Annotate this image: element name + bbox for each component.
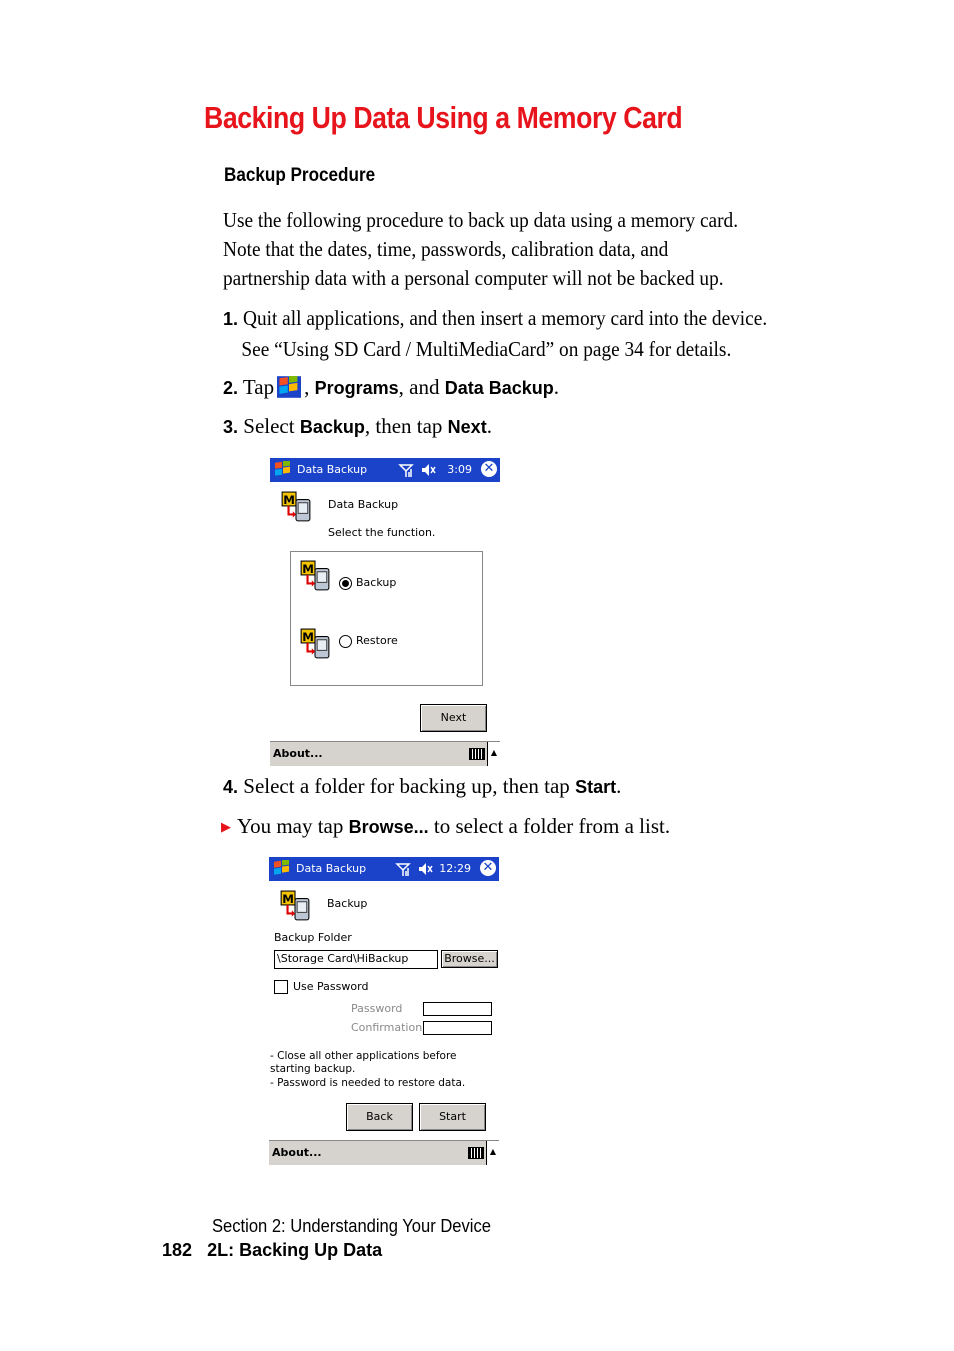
tip-text: to select a folder from a list. [433,814,671,838]
confirmation-input[interactable] [423,1021,492,1035]
data-backup-app-icon [277,890,313,922]
step-text: Select a folder for backing up, then tap [243,774,570,798]
tip [221,811,670,842]
step-number: 4. [223,777,239,797]
backup-icon [297,560,333,592]
step-text: . [486,414,492,438]
step-number: 2. [223,378,239,398]
screen-heading: Backup [327,897,368,910]
window-title: Data Backup [296,862,367,875]
chapter-title: 2L: Backing Up Data [207,1240,383,1260]
step-4 [223,771,621,802]
screen-heading: Data Backup [328,498,399,511]
start-label: Start [575,777,617,797]
page-title: Backing Up Data Using a Memory Card [204,100,683,135]
close-icon[interactable]: ✕ [480,860,496,876]
step-text-continued: See “Using SD Card / MultiMediaCard” on page 34 for details. [241,337,732,361]
confirmation-label: Confirmation [351,1021,423,1034]
signal-icon[interactable] [395,861,411,877]
backup-folder-input[interactable]: \Storage Card\HiBackup [274,950,438,969]
close-icon[interactable]: ✕ [481,461,497,477]
next-label: Next [447,417,487,437]
restore-option-label[interactable]: Restore [356,634,398,647]
instruction-text: Select the function. [328,526,436,539]
footer-section: Section 2: Understanding Your Device [212,1216,491,1236]
password-label: Password [351,1002,403,1015]
use-password-checkbox[interactable] [274,980,288,994]
programs-label: Programs [314,378,399,398]
step-2 [223,372,559,403]
browse-button[interactable]: Browse... [441,950,498,968]
restore-icon [297,628,333,660]
menu-bar [270,741,500,766]
screenshot-select-function [270,458,500,765]
notes-line-2: starting backup. [270,1063,356,1075]
intro-paragraph: Use the following procedure to back up data using a memory card. Note that the dates, time, passwords, calibration data, and partnership data with a personal computer will not be backed up. [223,208,739,290]
keyboard-icon[interactable] [468,1147,484,1159]
browse-label: Browse... [348,817,429,837]
title-bar [270,458,500,482]
speaker-icon[interactable] [417,861,433,877]
notes-line-3: - Password is needed to restore data. [270,1077,466,1089]
step-1 [223,303,813,364]
step-number: 1. [223,309,239,329]
back-button[interactable]: Back [346,1103,413,1131]
menu-up-arrow-icon[interactable]: ▲ [486,1141,499,1165]
start-button[interactable]: Start [419,1103,486,1131]
windows-start-icon[interactable] [272,860,292,878]
footer-page [162,1240,382,1261]
password-input[interactable] [423,1002,492,1016]
use-password-label[interactable]: Use Password [293,980,369,993]
signal-icon[interactable] [398,462,414,478]
section-subheading: Backup Procedure [224,165,376,186]
tip-text: You may tap [237,814,344,838]
backup-radio[interactable] [339,577,352,590]
window-title: Data Backup [297,463,368,476]
backup-folder-label: Backup Folder [274,931,352,944]
next-button[interactable]: Next [420,704,487,732]
windows-start-icon[interactable] [273,461,293,479]
step-text: Select [243,414,295,438]
windows-start-icon [277,376,301,398]
about-menu[interactable]: About... [273,747,323,760]
data-backup-label: Data Backup [444,378,554,398]
step-text: . [553,375,559,399]
red-triangle-bullet-icon: ▶ [221,819,231,834]
clock-time[interactable]: 12:29 [439,862,471,875]
menu-up-arrow-icon[interactable]: ▲ [487,742,500,766]
step-text: , then tap [364,414,443,438]
page-number: 182 [162,1240,193,1260]
keyboard-icon[interactable] [469,748,485,760]
about-menu[interactable]: About... [272,1146,322,1159]
speaker-icon[interactable] [420,462,436,478]
restore-radio[interactable] [339,635,352,648]
data-backup-app-icon [278,491,314,523]
backup-label: Backup [299,417,365,437]
step-3 [223,411,492,442]
step-text: Tap [242,375,275,399]
menu-bar [269,1140,499,1165]
notes-line-1: - Close all other applications before [270,1050,457,1062]
step-text: , [304,375,310,399]
screenshot-backup-settings [269,857,499,1164]
title-bar [269,857,499,881]
backup-option-label[interactable]: Backup [356,576,397,589]
step-text: , and [398,375,440,399]
step-text: Quit all applications, and then insert a memory card into the device. [243,306,768,330]
step-text: . [616,774,622,798]
function-group [290,551,483,686]
step-number: 3. [223,417,239,437]
clock-time[interactable]: 3:09 [447,463,472,476]
